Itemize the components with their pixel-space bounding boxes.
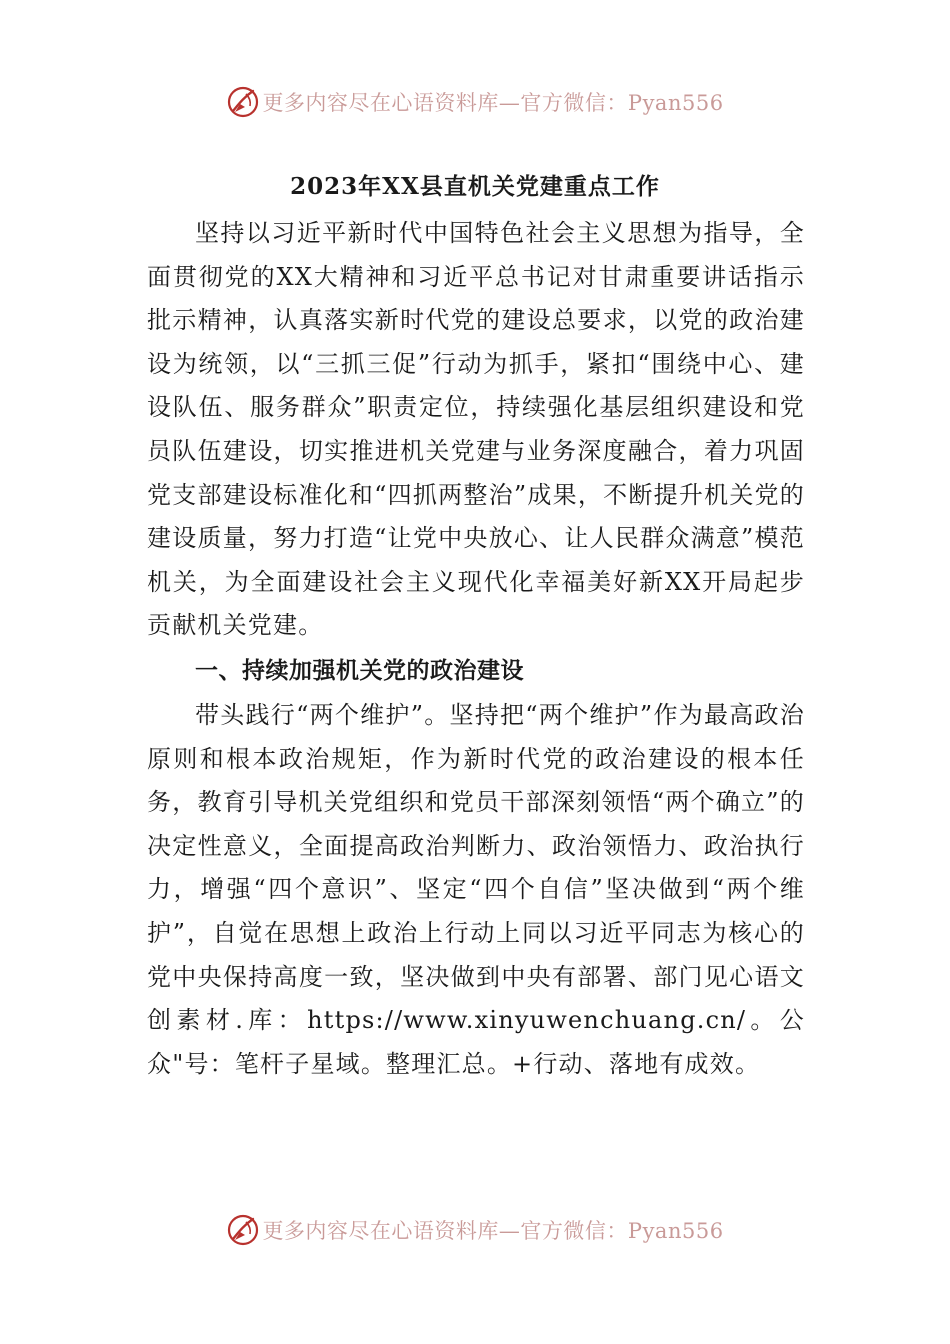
header-watermark-banner (0, 82, 950, 122)
pen-nib-logo-icon (226, 1213, 260, 1247)
footer-watermark-banner (0, 1210, 950, 1250)
document-title: 2023年XX县直机关党建重点工作 (290, 173, 660, 200)
pen-nib-logo-icon (226, 85, 260, 119)
watermark-text: 更多内容尽在心语资料库—官方微信：Pyan556 (262, 1219, 724, 1243)
intro-paragraph: 坚持以习近平新时代中国特色社会主义思想为指导，全面贯彻党的XX大精神和习近平总书记对甘肃重要讲话指示批示精神，认真落实新时代党的建设总要求，以党的政治建设为统领，以“三抓三促”行动为抓手，紧扣“围绕中心、建设队伍、服务群众”职责定位，持续强化基层组织建设和党员队伍建设，切实推进机关党建与业务深度融合，着力巩固党支部建设标准化和“四抓两整治”成果，不断提升机关党的建设质量，努力打造“让党中央放心、让人民群众满意”模范机关，为全面建设社会主义现代化幸福美好新XX开局起步贡献机关党建。 (147, 219, 805, 640)
document-body (147, 212, 805, 1086)
section-paragraph: 带头践行“两个维护”。坚持把“两个维护”作为最高政治原则和根本政治规矩，作为新时代党的政治建设的根本任务，教育引导机关党组织和党员干部深刻领悟“两个确立”的决定性意义，全面提高政治判断力、政治领悟力、政治执行力，增强“四个意识”、坚定“四个自信”坚决做到“两个维护”，自觉在思想上政治上行动上同以习近平同志为核心的党中央保持高度一致，坚决做到中央有部署、部门见心语文创素材.库：https://www.xinyuwenchuang.cn/。公众"号：笔杆子星域。整理汇总。+行动、落地有成效。 (147, 700, 805, 1078)
watermark-text: 更多内容尽在心语资料库—官方微信：Pyan556 (262, 91, 724, 115)
section-heading: 一、持续加强机关党的政治建设 (195, 657, 524, 684)
